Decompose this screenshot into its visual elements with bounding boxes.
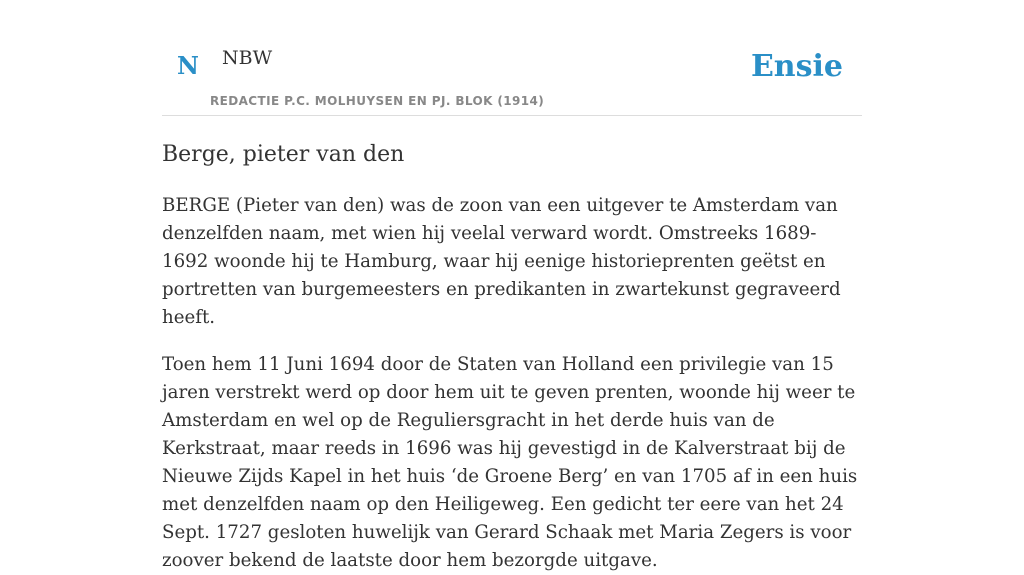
source-logo[interactable]: N [177, 51, 199, 80]
article-paragraph: Toen hem 11 Juni 1694 door de Staten van Holland een privilegie van 15 jaren verstrekt werd op door hem uit te geven prenten, woonde hij weer te Amsterdam en wel op de Reguliersgracht in het derde huis van de Kerkstraat, maar reeds in 1696 was hij gevestigd in de Kalverstraat bij de Nieuwe Zijds Kapel in het huis ‘de Groene Berg’ en van 1705 af in een huis met denzelfden naam op den Heiligeweg. Een gedicht ter eere van het 24 Sept. 1727 gesloten huwelijk van Gerard Schaak met Maria Zegers is voor zoover bekend de laatste door hem bezorgde uitgave. [162, 354, 858, 572]
source-title[interactable]: NBW [222, 47, 273, 69]
source-subtitle: REDACTIE P.C. MOLHUYSEN EN PJ. BLOK (1914) [210, 94, 545, 108]
header [162, 0, 862, 116]
article-paragraph: BERGE (Pieter van den) was de zoon van een uitgever te Amsterdam van denzelfden naam, met wien hij veelal verward wordt. Omstreeks 1689-1692 woonde hij te Hamburg, waar hij eenige historieprenten geëtst en portretten van burgemeesters en predikanten in zwartekunst gegraveerd heeft. [162, 195, 841, 329]
article-body [162, 192, 862, 575]
brand-logo[interactable]: Ensie [750, 49, 843, 84]
page [162, 0, 862, 575]
article-title: Berge, pieter van den [162, 142, 405, 167]
